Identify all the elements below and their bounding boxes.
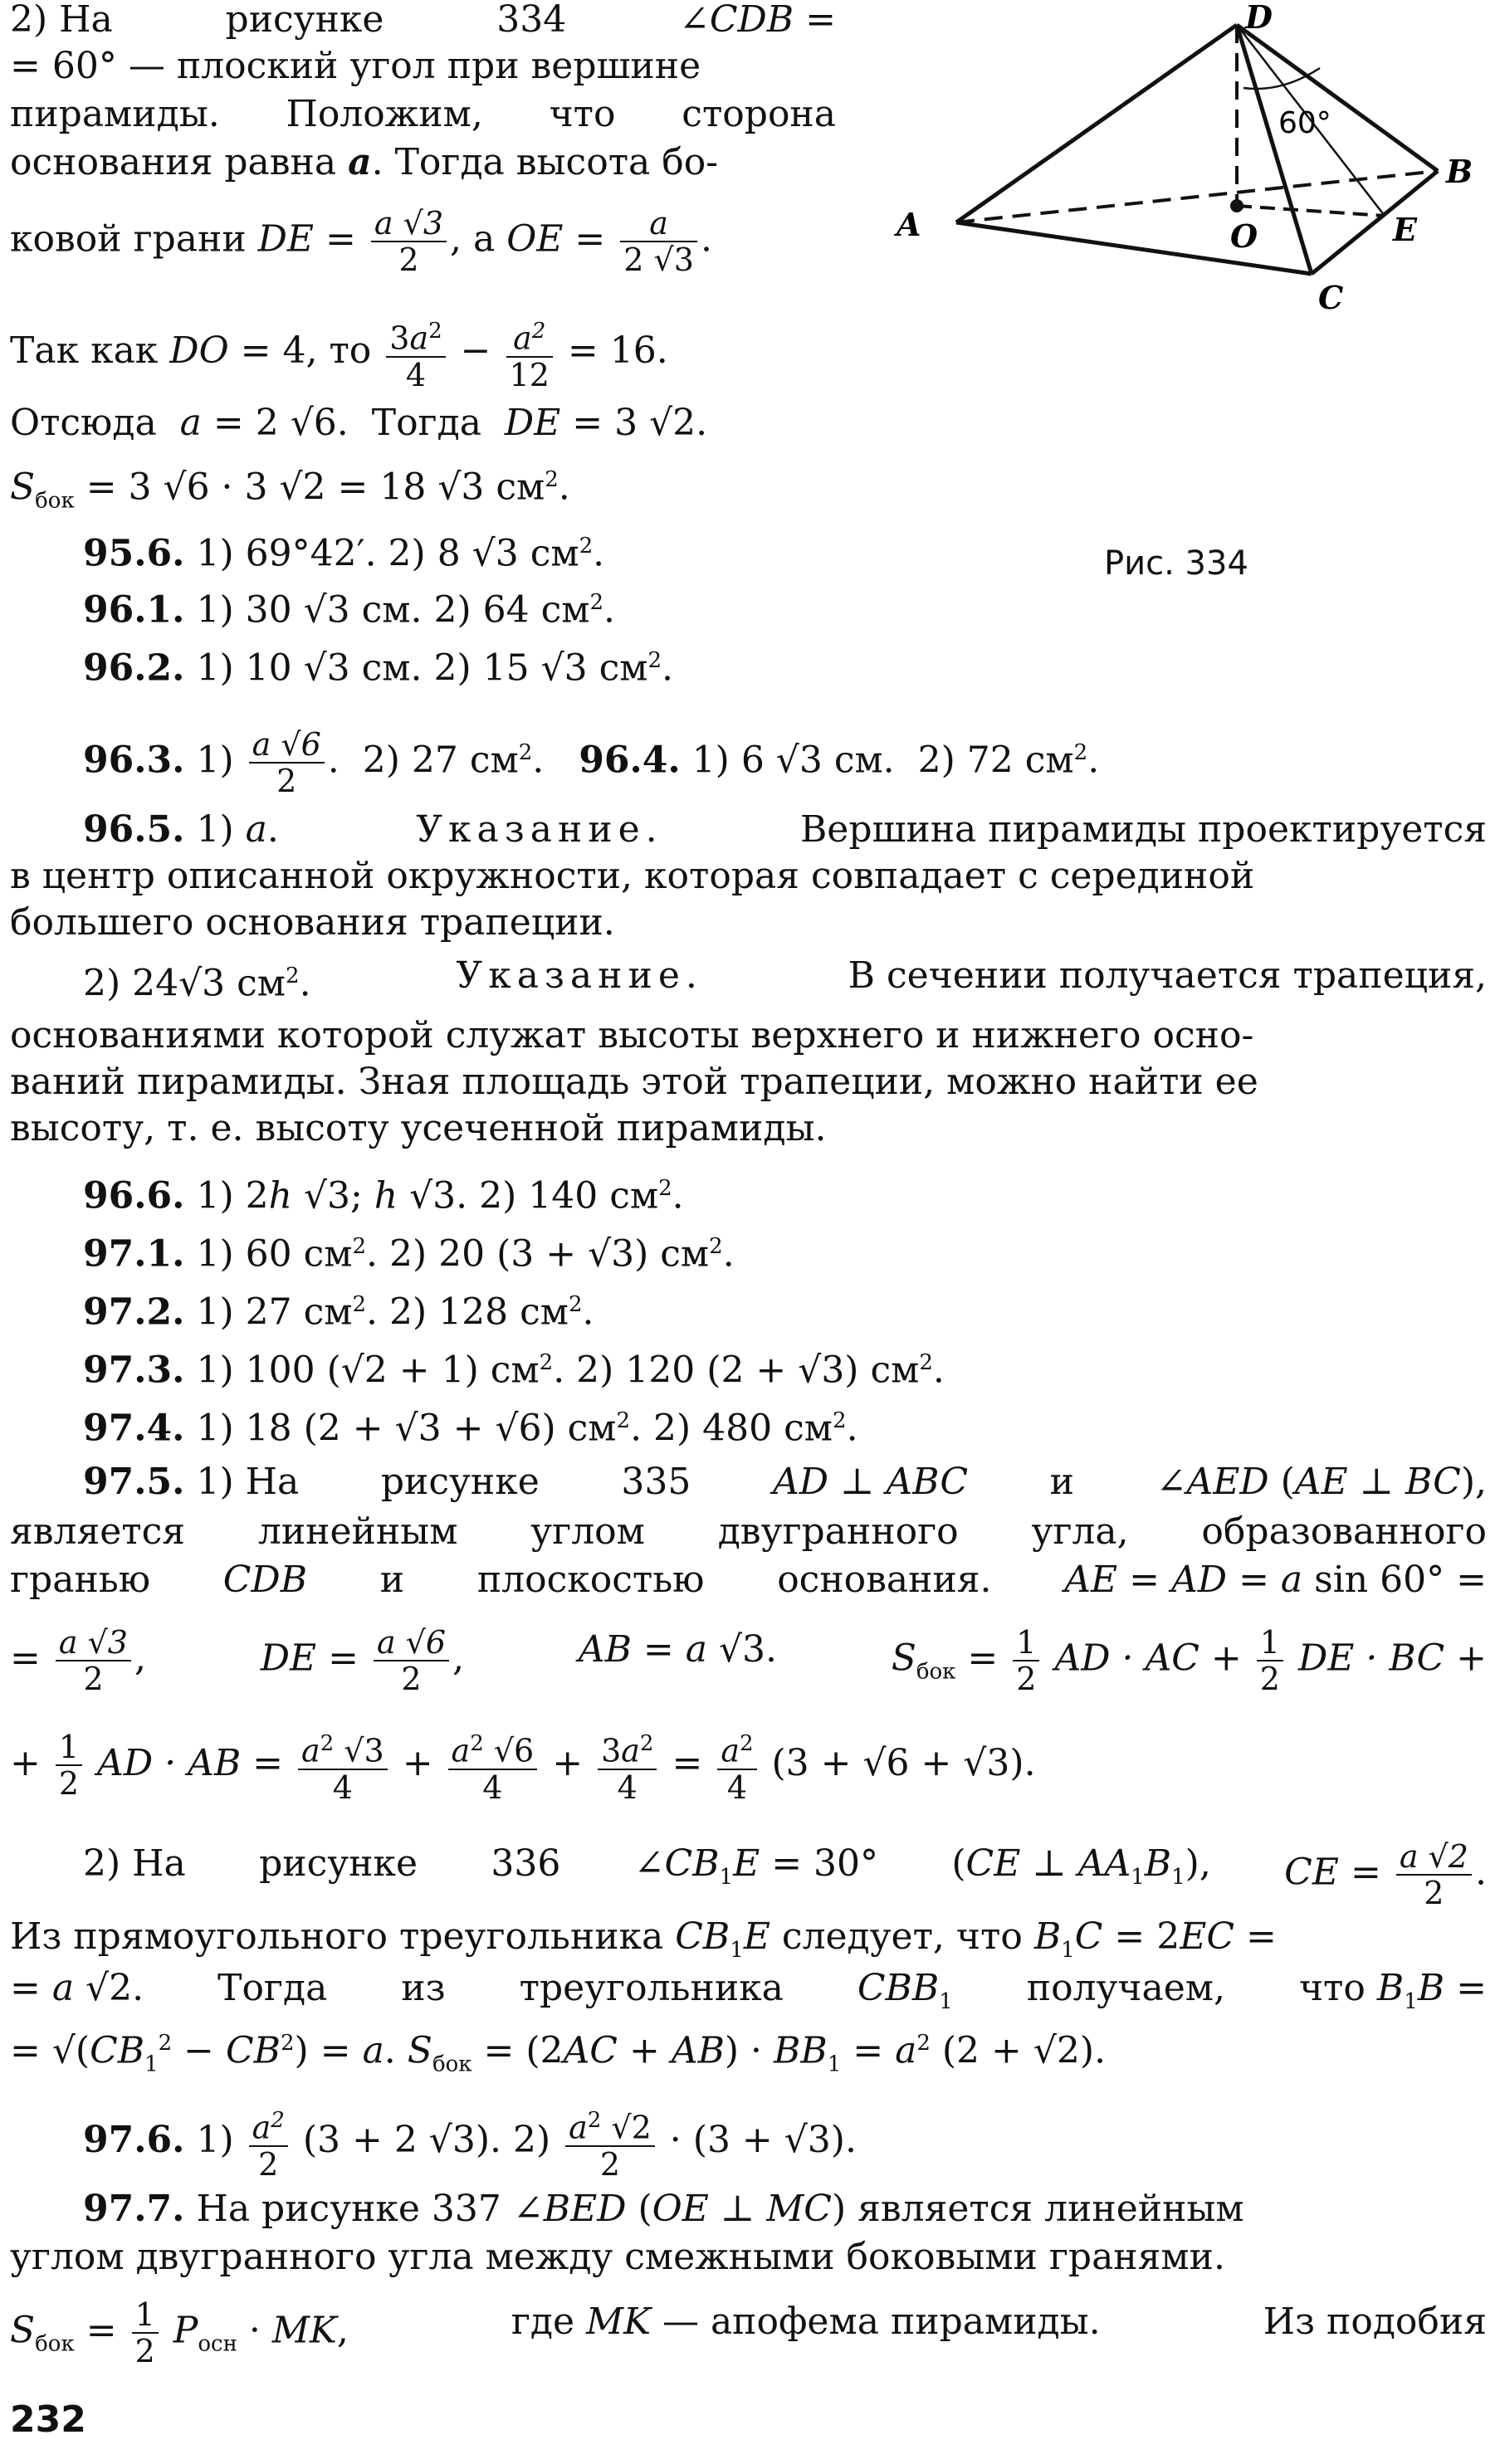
- text-line: 96.5. 1) a. Указание. Вершина пирамиды проектируется: [83, 808, 1487, 851]
- text-line: ваний пирамиды. Зная площадь этой трапеции, можно найти ее: [10, 1061, 1258, 1103]
- page-number: 232: [10, 2398, 86, 2441]
- text-line: 97.2. 1) 27 $см^2$. 2) 128 $см^2$.: [83, 1291, 594, 1334]
- label-E: E: [1393, 211, 1417, 248]
- label-angle: 60°: [1278, 106, 1331, 140]
- text-line: 96.2. 1) 10 √3 см. 2) 15 √3 $см^2$.: [83, 646, 674, 690]
- text-line: гранью CDB и плоскостью основания. AE = AD = a sin 60° =: [10, 1559, 1487, 1601]
- text-line: 95.6. 1) 69°42′. 2) 8 √3 $см^2$.: [83, 532, 605, 575]
- text-line: = $√(CB_1^2 - CB^2) = a$. $S_{бок} = (2AC + AB) \cdot BB_1 = a^2$ (2 + √2).: [10, 2029, 1107, 2077]
- text-line: 97.7. На рисунке 337 ∠BED (OE ⊥ MC) является линейным: [83, 2188, 1244, 2230]
- text-line: 97.5. 1) На рисунке 335 AD ⊥ ABC и ∠AED (AE ⊥ BC),: [83, 1461, 1487, 1503]
- label-B: B: [1446, 153, 1473, 190]
- label-D: D: [1245, 0, 1273, 36]
- text-line: ковой грани DE = $\frac{a √3}{2}$ , а OE = $\frac{a}{2 √3}$ .: [10, 205, 712, 278]
- text-line: 97.1. 1) 60 $см^2$. 2) 20 (3 + √3) $см^2$.: [83, 1232, 735, 1276]
- text-line: = 60° — плоский угол при вершине: [10, 45, 701, 87]
- edge-AC: [956, 222, 1312, 274]
- text-line: 96.6. 1) 2h √3; h √3. 2) 140 $см^2$.: [83, 1174, 684, 1217]
- text-line: является линейным углом двугранного угла, образованного: [10, 1510, 1487, 1553]
- label-O: O: [1230, 217, 1258, 255]
- text-line: 97.4. 1) 18 (2 + √3 + √6) $см^2$. 2) 480 $см^2$.: [83, 1407, 858, 1450]
- edge-DB: [1237, 25, 1438, 171]
- point-O: [1230, 199, 1243, 212]
- text-line: в центр описанной окружности, которая совпадает с серединой: [10, 855, 1255, 897]
- segment-OE-hidden: [1237, 206, 1385, 216]
- text-line: Так как DO = 4, то $\frac{3a^2}{4}$ − $\frac{a^2}{12}$ = 16.: [10, 314, 836, 393]
- text-line: Из прямоугольного треугольника $CB_1E$ следует, что $B_1C = 2EC$ =: [10, 1915, 1277, 1963]
- text-line: основания равна a. Тогда высота бо-: [10, 141, 719, 183]
- label-A: A: [897, 206, 921, 243]
- text-line: углом двугранного угла между смежными боковыми гранями.: [10, 2236, 1225, 2278]
- text-line: 2) На рисунке 334 ∠CDB =: [10, 0, 836, 41]
- label-C: C: [1318, 279, 1344, 316]
- text-line: основаниями которой служат высоты верхнего и нижнего осно-: [10, 1014, 1254, 1056]
- text-line: $S_{бок}$ = $\frac{1}{2}$ $P_{осн}$ · MK, где MK — апофема пирамиды. Из подобия: [10, 2296, 1487, 2369]
- text-line: высоту, т. е. высоту усеченной пирамиды.: [10, 1107, 827, 1149]
- figure-caption: Рис. 334: [1104, 544, 1248, 583]
- text-line: 97.6. 1) $\frac{a^2}{2}$ (3 + 2 √3). 2) $\frac{a^2 √2}{2}$ · (3 + √3).: [83, 2103, 1487, 2182]
- text-line: большего основания трапеции.: [10, 901, 615, 944]
- text-line: Отсюда a = 2 √6. Тогда DE = 3 √2.: [10, 402, 708, 444]
- text-line: = $\frac{a √3}{2}$ , DE = $\frac{a √6}{2}$ , AB = a √3. $S_{бок}$ = $\frac{1}{2}$ AD · AC + $\frac{1}{2}$ DE · BC +: [10, 1624, 1487, 1697]
- text-line: 2) 24√3 $см^2$. Указание. В сечении получается трапеция,: [83, 954, 1487, 1005]
- text-line: + $\frac{1}{2}$ AD · AB = $\frac{a^2 √3}{4}$ + $\frac{a^2 √6}{4}$ + $\frac{3a^2}{4}$ = $\frac{a^2}{4}$ (3 + √6 + √3).: [10, 1726, 1487, 1805]
- text-line: 96.3. 1) $\frac{a √6}{2}$ . 2) 27 $см^2$. 96.4. 1) 6 √3 см. 2) 72 $см^2$.: [83, 726, 1100, 799]
- edge-DA: [956, 25, 1237, 222]
- pyramid-figure-334: [888, 0, 1486, 598]
- text-line: 96.1. 1) 30 √3 см. 2) 64 $см^2$.: [83, 588, 615, 632]
- text-line: 2) На рисунке 336 $\angle CB_1E = 30^\circ$ (CE ⊥ $AA_1B_1$), CE = $\frac{a √2}{2}$ .: [83, 1838, 1487, 1911]
- text-line: = a √2. Тогда из треугольника $CBB_1$ получаем, что $B_1B$ =: [10, 1967, 1487, 2014]
- edge-CB: [1312, 171, 1438, 274]
- text-line: 97.3. 1) 100 (√2 + 1) $см^2$. 2) 120 (2 + √3) $см^2$.: [83, 1349, 945, 1392]
- text-line: $S_{бок} = 3$ √6 · 3 √2 = 18 √3 $см^2$.: [10, 466, 570, 514]
- text-line: пирамиды. Положим, что сторона: [10, 93, 836, 135]
